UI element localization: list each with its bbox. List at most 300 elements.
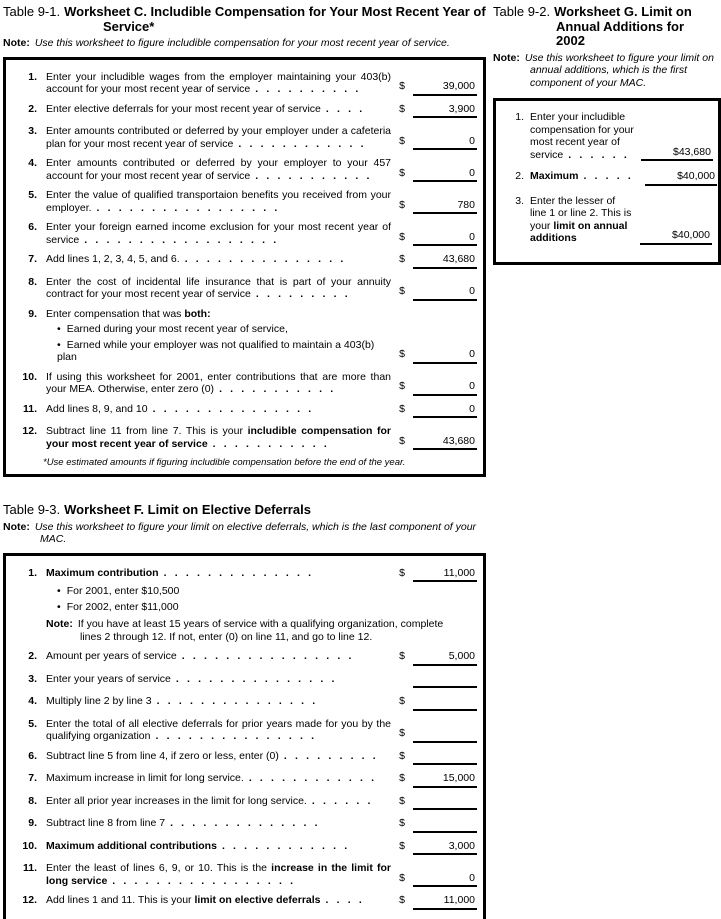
row-number: 1. <box>28 566 37 579</box>
worksheet-row <box>16 650 477 666</box>
row-text <box>46 817 393 833</box>
amount-cell <box>393 727 477 743</box>
row-text-segment: Amount per years of service <box>46 650 177 662</box>
row-text-segment: both: <box>184 307 211 320</box>
row-body <box>46 71 477 96</box>
worksheet-row <box>504 111 712 161</box>
row-body <box>46 894 477 910</box>
row-body <box>46 862 477 887</box>
leader-dots: ............ <box>221 839 356 852</box>
row-text <box>46 862 393 887</box>
leader-dots: ................. <box>96 201 286 214</box>
row-body <box>46 840 477 856</box>
leader-dots: ......... <box>255 288 356 300</box>
worksheet-row <box>16 189 477 214</box>
dollar-sign: $ <box>399 102 405 115</box>
worksheet-row <box>16 276 477 301</box>
worksheet-line <box>46 276 477 301</box>
worksheet-row <box>16 125 477 150</box>
worksheet-row <box>16 308 477 364</box>
worksheet-row <box>16 817 477 833</box>
table-9-1-worksheet-c <box>3 5 486 477</box>
row-text <box>46 189 393 214</box>
dollar-sign: $ <box>399 198 405 211</box>
row-number: 4. <box>28 157 37 169</box>
row-body <box>46 125 477 150</box>
row-number: 8. <box>28 275 37 288</box>
dollar-sign: $ <box>399 285 405 297</box>
row-text <box>46 103 393 119</box>
dollar-sign: $ <box>399 348 405 360</box>
worksheet-line <box>46 650 477 666</box>
row-body <box>46 650 477 666</box>
row-body <box>46 718 477 743</box>
worksheet-line <box>46 403 477 419</box>
leader-dots: ............... <box>175 672 343 685</box>
worksheet-row <box>504 170 716 186</box>
row-text-segment: Earned during your most recent year of service, <box>66 323 288 335</box>
table-title-text: Worksheet F. Limit on Elective Deferrals <box>64 502 311 517</box>
worksheet-row <box>16 71 477 96</box>
amount-cell <box>393 894 477 910</box>
row-body <box>46 189 477 214</box>
worksheet-line <box>46 339 477 364</box>
row-text <box>46 695 393 711</box>
row-text <box>46 772 393 788</box>
row-text <box>46 157 393 182</box>
dollar-sign: $ <box>399 230 405 243</box>
row-text-segment: increase in the limit for long service <box>46 862 391 887</box>
amount-value <box>413 727 477 743</box>
amount-cell <box>636 229 712 245</box>
row-number: 9. <box>28 307 37 320</box>
dollar-sign: $ <box>399 894 405 906</box>
amount-value: $43,680 <box>641 146 713 162</box>
row-text-segment: Enter the cost of incidental life insurance that is part of your annuity contract for your most recent year of service <box>46 275 391 300</box>
row-text-segment: Add lines 1 and 11. This is your <box>46 894 195 906</box>
row-text <box>46 567 393 583</box>
worksheet-row <box>16 673 477 689</box>
dollar-sign: $ <box>399 817 405 829</box>
row-text <box>46 403 393 419</box>
amount-cell <box>393 380 477 396</box>
worksheet-row <box>16 253 477 269</box>
row-number: 2. <box>28 650 37 662</box>
leader-dots: .... <box>325 894 370 906</box>
amount-cell <box>393 750 477 766</box>
worksheet-line <box>46 189 477 214</box>
bullet-icon: • <box>57 600 61 613</box>
amount-value: 0 <box>413 872 477 888</box>
worksheet-line <box>530 195 712 245</box>
worksheet-row <box>16 695 477 711</box>
leader-dots: ............... <box>152 402 320 415</box>
worksheet-row <box>16 840 477 856</box>
bullet-text <box>46 323 477 336</box>
amount-cell <box>393 673 477 689</box>
row-text-segment: For 2001, enter $10,500 <box>66 585 180 597</box>
row-number: 5. <box>28 189 37 201</box>
row-body <box>530 111 713 161</box>
worksheet-line <box>46 157 477 182</box>
row-number: 6. <box>28 221 37 233</box>
row-text <box>530 111 637 161</box>
worksheet-line <box>530 111 713 161</box>
row-number: 1. <box>515 111 524 123</box>
row-number: 1. <box>28 70 37 83</box>
worksheet-line <box>46 567 477 583</box>
bullet-icon: • <box>57 338 61 351</box>
leader-dots: ............ <box>238 137 372 150</box>
row-number: 7. <box>28 253 37 265</box>
dollar-sign: $ <box>399 434 405 447</box>
worksheet-row <box>16 567 477 644</box>
row-number: 10. <box>22 370 37 383</box>
row-text-segment: Add lines 1, 2, 3, 4, 5, and 6. <box>46 253 180 265</box>
dollar-sign: $ <box>399 839 405 852</box>
row-text-segment: Subtract line 5 from line 4, if zero or less, enter (0) <box>46 749 279 762</box>
row-text-segment: limit on annual additions <box>530 219 628 244</box>
worksheet-line <box>46 795 477 811</box>
table-title-text: Worksheet G. Limit on Annual Additions for 2002 <box>554 4 692 48</box>
amount-cell <box>393 403 477 419</box>
row-body <box>46 157 477 182</box>
worksheet-line <box>46 425 477 450</box>
row-text-segment: Enter the lesser of line 1 or line 2. This is your <box>530 194 632 232</box>
row-number: 10. <box>22 839 37 852</box>
leader-dots: ............... <box>155 730 323 742</box>
amount-value: 5,000 <box>413 650 477 666</box>
dollar-sign: $ <box>399 871 405 884</box>
row-number: 3. <box>28 672 37 685</box>
table-title <box>493 5 711 49</box>
worksheet-line <box>530 170 717 186</box>
worksheet-row <box>16 718 477 743</box>
dollar-sign: $ <box>399 80 405 92</box>
row-text <box>46 253 393 269</box>
row-body <box>530 170 717 186</box>
note-text: Use this worksheet to figure your limit on elective deferrals, which is the last component of your MAC. <box>34 520 477 545</box>
leader-dots: ............ <box>248 772 383 784</box>
amount-value: 3,000 <box>413 840 477 856</box>
row-text-segment: Enter the total of all elective deferrals for prior years made for you by the qualifying organization <box>46 717 391 742</box>
row-text-segment: Enter your foreign earned income exclusion for your most recent year of service <box>46 221 391 246</box>
amount-value: 0 <box>413 231 477 247</box>
row-body <box>46 795 477 811</box>
row-body <box>46 695 477 711</box>
dollar-sign: $ <box>399 566 405 579</box>
bullet-icon: • <box>57 585 61 597</box>
amount-cell <box>393 817 477 833</box>
worksheet-row <box>16 403 477 419</box>
table-label: Table 9-1. <box>3 4 61 19</box>
amount-cell <box>393 285 477 301</box>
row-number: 2. <box>28 102 37 115</box>
amount-cell <box>393 567 477 583</box>
row-number: 3. <box>28 125 37 137</box>
row-body <box>46 103 477 119</box>
worksheet-row <box>16 157 477 182</box>
worksheet-line <box>46 585 477 598</box>
note-text: If you have at least 15 years of service with a qualifying organization, complete lines 2 through 12. If not, enter (0) on line 11, and go to line 12. <box>77 618 444 643</box>
row-body <box>46 750 477 766</box>
worksheet-row <box>16 425 477 450</box>
row-text <box>46 371 393 396</box>
amount-value <box>413 695 477 711</box>
row-body <box>46 817 477 833</box>
leader-dots: .... <box>325 102 371 115</box>
row-note <box>46 618 448 643</box>
table-9-3-worksheet-f <box>3 503 486 919</box>
row-number: 6. <box>28 749 37 762</box>
row-text <box>46 795 393 811</box>
worksheet-line <box>46 103 477 119</box>
note-label: Note: <box>493 51 520 64</box>
note-label: Note: <box>3 37 30 49</box>
amount-value: 0 <box>413 167 477 183</box>
dollar-sign: $ <box>399 749 405 762</box>
leader-dots: ........... <box>212 437 335 450</box>
row-body <box>530 195 712 245</box>
amount-value: 3,900 <box>413 103 477 119</box>
row-text <box>46 308 477 321</box>
worksheet-line <box>46 772 477 788</box>
amount-value: 43,680 <box>413 253 477 269</box>
table-note <box>3 521 485 546</box>
row-number: 5. <box>28 717 37 730</box>
leader-dots: ........... <box>255 169 378 182</box>
dollar-sign: $ <box>399 134 405 147</box>
dollar-sign: $ <box>399 772 405 784</box>
row-text <box>46 71 393 96</box>
amount-cell <box>393 435 477 451</box>
worksheet-line <box>46 71 477 96</box>
row-text <box>530 170 641 186</box>
row-text <box>46 840 393 856</box>
row-body <box>46 253 477 269</box>
row-body <box>46 772 477 788</box>
table-note <box>493 52 719 90</box>
leader-dots: .......... <box>255 83 367 95</box>
row-text-segment: For 2002, enter $11,000 <box>66 600 179 613</box>
worksheet-line <box>46 308 477 321</box>
worksheet-row <box>16 795 477 811</box>
table-title-text: Worksheet C. Includible Compensation for Your Most Recent Year of Service* <box>64 4 486 34</box>
dollar-sign: $ <box>399 727 405 739</box>
bullet-text <box>46 601 477 614</box>
worksheet-line <box>46 718 477 743</box>
row-text <box>46 750 393 766</box>
row-number: 3. <box>515 194 524 207</box>
worksheet-line <box>46 371 477 396</box>
row-text-segment: Enter all prior year increases in the limit for long service. <box>46 794 307 807</box>
row-body <box>46 403 477 419</box>
table-title <box>3 503 486 518</box>
note-label: Note: <box>3 520 30 533</box>
table-label: Table 9-2. <box>493 4 551 19</box>
leader-dots: ........... <box>219 383 342 395</box>
amount-value: 39,000 <box>413 80 477 96</box>
row-body <box>46 371 477 396</box>
row-text <box>46 650 393 666</box>
amount-value: $40,000 <box>645 170 717 186</box>
leader-dots: ............... <box>184 253 352 265</box>
row-number: 7. <box>28 772 37 784</box>
worksheet-line <box>46 862 477 887</box>
row-text-segment: Subtract line 8 from line 7 <box>46 817 166 829</box>
amount-cell <box>393 348 477 364</box>
amount-value: 780 <box>413 199 477 215</box>
amount-cell <box>393 199 477 215</box>
worksheet-row <box>16 750 477 766</box>
table-9-2-worksheet-g <box>493 5 721 265</box>
worksheet-row <box>504 195 712 245</box>
worksheet-line <box>46 601 477 614</box>
row-text-segment: Enter the least of lines 6, 9, or 10. This is the <box>46 862 272 874</box>
amount-cell <box>393 872 477 888</box>
amount-value: 15,000 <box>413 772 477 788</box>
leader-dots: ................. <box>112 874 302 887</box>
note-text: Use this worksheet to figure your limit on annual additions, which is the first component of your MAC. <box>524 51 714 89</box>
dollar-sign: $ <box>399 650 405 662</box>
row-text-segment: limit on elective deferrals <box>194 894 321 906</box>
left-column <box>3 5 486 919</box>
amount-cell <box>641 170 717 186</box>
amount-cell <box>393 795 477 811</box>
row-text-segment: Maximum contribution <box>46 566 159 579</box>
amount-value <box>413 817 477 833</box>
dollar-sign: $ <box>399 380 405 392</box>
row-body <box>46 567 477 644</box>
row-text-segment: Add lines 8, 9, and 10 <box>46 402 148 415</box>
row-text-segment: Enter the value of qualified transportaion benefits you received from your employer. <box>46 189 391 214</box>
row-text-segment: includible compensation for your most recent year of service <box>46 425 391 450</box>
amount-cell <box>393 650 477 666</box>
row-text-segment: Enter your includible wages from the employer maintaining your 403(b) account for your most recent year of service <box>46 70 391 95</box>
row-text-segment: Earned while your employer was not qualified to maintain a 403(b) plan <box>57 338 375 363</box>
amount-value <box>413 750 477 766</box>
leader-dots: ...... <box>311 794 379 807</box>
row-text-segment: Enter amounts contributed or deferred by your employer to your 457 account for your most recent year of service <box>46 157 391 182</box>
row-number: 11. <box>22 862 37 874</box>
row-text-segment: If using this worksheet for 2001, enter contributions that are more than your MEA. Otherwise, enter zero (0) <box>46 370 391 395</box>
leader-dots: ............... <box>156 695 324 707</box>
worksheet-line <box>46 253 477 269</box>
amount-value <box>413 795 477 811</box>
row-body <box>46 221 477 246</box>
row-number: 11. <box>22 402 37 415</box>
dollar-sign: $ <box>399 695 405 707</box>
row-text <box>46 221 393 246</box>
worksheet-line <box>46 125 477 150</box>
row-text <box>46 673 393 689</box>
row-text <box>46 894 393 910</box>
table-label: Table 9-3. <box>3 502 61 517</box>
amount-cell <box>393 695 477 711</box>
dollar-sign: $ <box>399 402 405 415</box>
amount-value <box>413 673 477 689</box>
row-text-segment: Enter your years of service <box>46 672 171 685</box>
amount-value: 11,000 <box>413 567 477 583</box>
worksheet-row <box>16 103 477 119</box>
leader-dots: .............. <box>163 566 320 579</box>
worksheet-line <box>46 695 477 711</box>
amount-value: 11,000 <box>413 894 477 910</box>
amount-cell <box>393 167 477 183</box>
worksheet-line <box>46 840 477 856</box>
row-body <box>46 308 477 364</box>
row-text-segment: Multiply line 2 by line 3 <box>46 695 152 707</box>
row-text <box>46 425 393 450</box>
leader-dots: ......... <box>283 749 384 762</box>
dollar-sign: $ <box>399 794 405 807</box>
amount-cell <box>393 103 477 119</box>
leader-dots: .................. <box>84 233 285 246</box>
row-number: 12. <box>22 894 37 906</box>
amount-value: 0 <box>413 135 477 151</box>
row-text-segment: Enter amounts contributed or deferred by your employer under a cafeteria plan for your most recent year of service <box>46 125 391 150</box>
amount-cell <box>393 231 477 247</box>
amount-cell <box>393 135 477 151</box>
amount-cell <box>393 253 477 269</box>
bullet-text <box>46 339 393 364</box>
row-text-segment: Maximum additional contributions <box>46 839 217 852</box>
bullet-icon: • <box>57 323 61 335</box>
row-text-segment: Enter elective deferrals for your most recent year of service <box>46 102 321 115</box>
note-text: Use this worksheet to figure includible compensation for your most recent year of service. <box>34 37 450 49</box>
row-text <box>46 276 393 301</box>
row-text <box>46 125 393 150</box>
dollar-sign: $ <box>399 166 405 179</box>
row-number: 9. <box>28 817 37 829</box>
worksheet-row <box>16 371 477 396</box>
bullet-text <box>46 585 477 598</box>
worksheet-row <box>16 221 477 246</box>
worksheet-line <box>46 817 477 833</box>
dollar-sign: $ <box>399 253 405 265</box>
row-text-segment: Enter your includible compensation for your most recent year of service <box>530 111 634 161</box>
amount-value: 0 <box>413 380 477 396</box>
row-number: 12. <box>22 425 37 437</box>
worksheet-line <box>46 323 477 336</box>
row-body <box>46 673 477 689</box>
row-number: 2. <box>515 170 524 182</box>
row-number: 8. <box>28 794 37 807</box>
leader-dots: ..... <box>583 170 640 182</box>
worksheet-row <box>16 772 477 788</box>
right-column <box>493 5 721 265</box>
worksheet-row <box>16 894 477 910</box>
row-text <box>46 718 393 743</box>
table-title <box>3 5 486 34</box>
amount-value: 0 <box>413 348 477 364</box>
worksheet-g-box <box>493 98 721 265</box>
worksheet-row <box>16 862 477 887</box>
note-label: Note: <box>46 618 73 630</box>
row-text-segment: Enter compensation that was <box>46 307 185 320</box>
row-number: 4. <box>28 695 37 707</box>
row-text-segment: Subtract line 11 from line 7. This is your <box>46 425 248 437</box>
worksheet-line <box>46 221 477 246</box>
amount-cell <box>393 80 477 96</box>
leader-dots: ................ <box>181 650 360 662</box>
amount-value: 43,680 <box>413 435 477 451</box>
amount-cell <box>393 840 477 856</box>
amount-value: $40,000 <box>640 229 712 245</box>
row-body <box>46 425 477 450</box>
amount-value: 0 <box>413 285 477 301</box>
row-text-segment: Maximum <box>530 170 579 182</box>
